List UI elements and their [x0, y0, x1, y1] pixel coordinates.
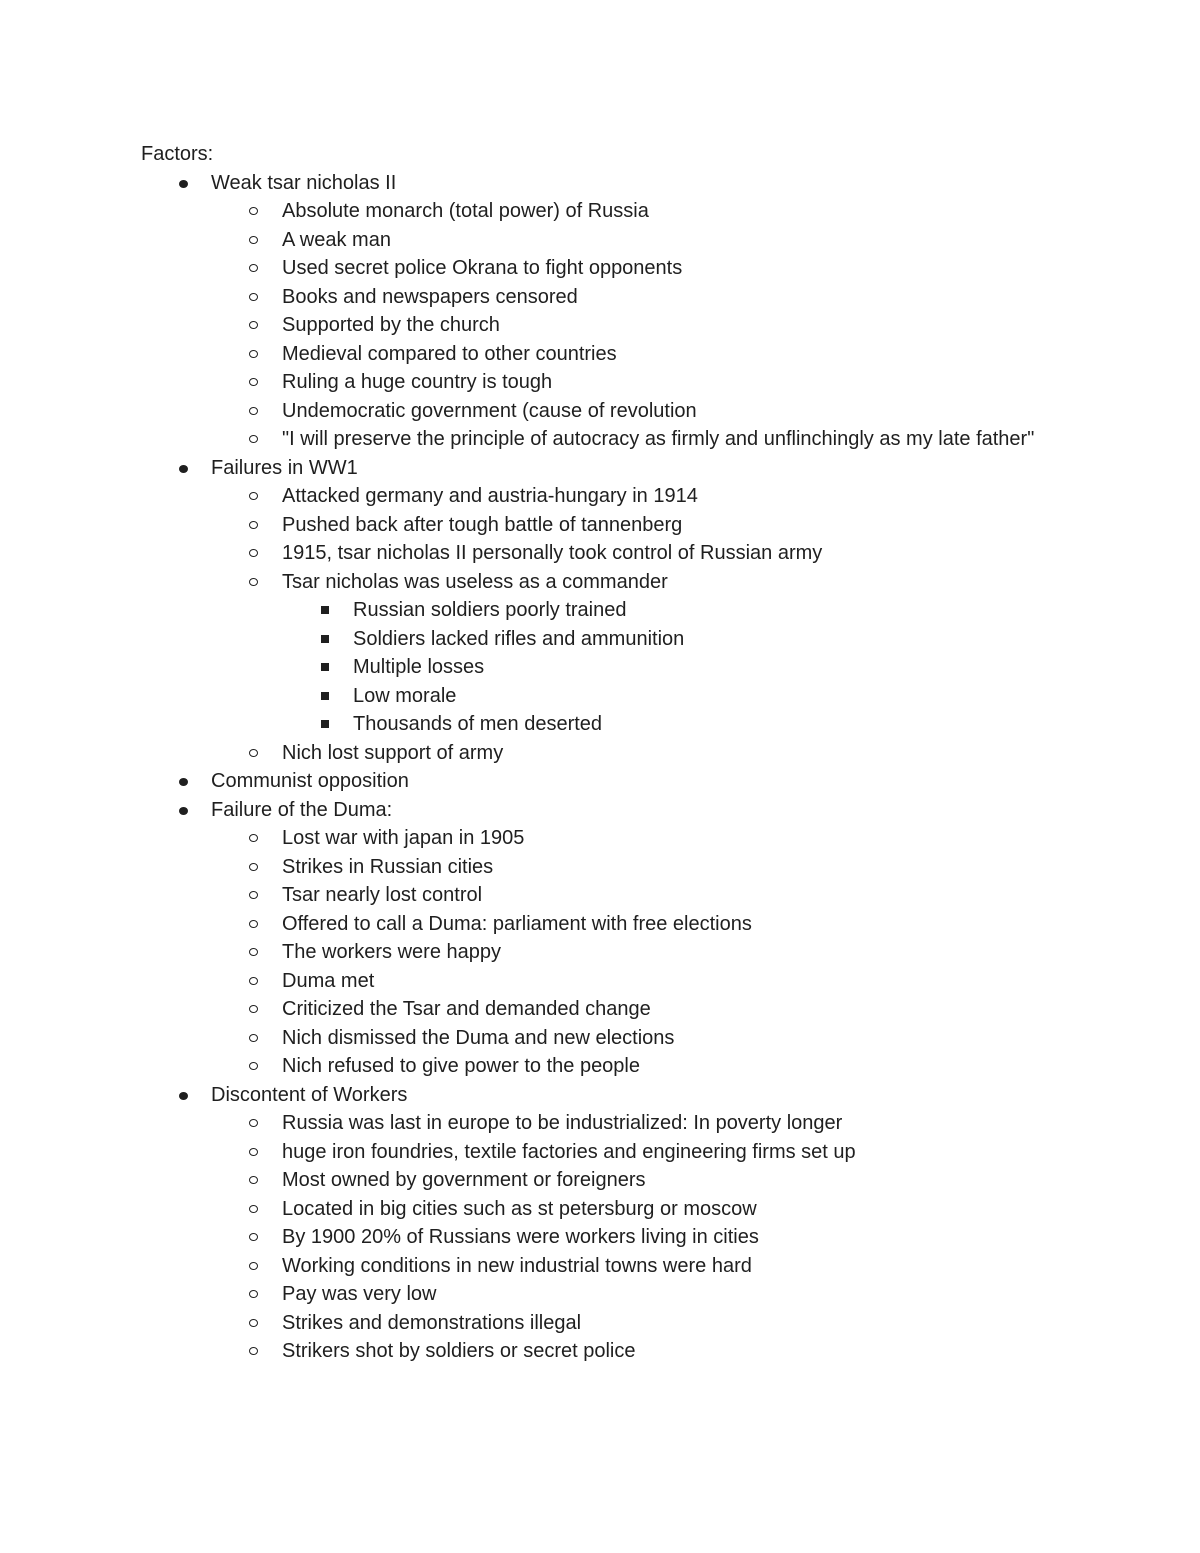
hollow-circle-bullet-icon [249, 1319, 258, 1327]
list-item-text: Duma met [282, 969, 375, 992]
list-item-text: Supported by the church [282, 314, 500, 336]
list-item-level-2 [141, 1280, 1061, 1309]
square-bullet-icon [321, 692, 329, 700]
list-item-level-3 [141, 653, 1061, 682]
list-item-text: Most owned by government or foreigners [282, 1169, 646, 1191]
hollow-circle-bullet-icon [249, 549, 258, 557]
list-item-level-2 [141, 482, 1061, 511]
list-item-text: Thousands of men deserted [353, 713, 603, 735]
list-item-level-1 [141, 454, 1061, 483]
list-item-level-2 [141, 995, 1061, 1024]
list-item-level-2 [141, 425, 1061, 454]
list-item-text: Strikes in Russian cities [282, 855, 494, 878]
list-item-text: Nich refused to give power to the people [282, 1055, 640, 1077]
hollow-circle-bullet-icon [249, 920, 258, 928]
bullet-outline [141, 169, 1061, 1366]
square-bullet-icon [321, 720, 329, 728]
list-item-text: Working conditions in new industrial towns were hard [282, 1254, 752, 1277]
list-item-text: 1915, tsar nicholas II personally took control of Russian army [282, 542, 823, 564]
list-item-text: Attacked germany and austria-hungary in 1914 [282, 485, 698, 507]
list-item-text: Absolute monarch (total power) of Russia [282, 200, 649, 222]
list-item-level-2 [141, 1195, 1061, 1224]
list-item-level-2 [141, 910, 1061, 939]
hollow-circle-bullet-icon [249, 1290, 258, 1298]
hollow-circle-bullet-icon [249, 1262, 258, 1270]
list-item-level-2 [141, 1337, 1061, 1366]
list-item-level-1 [141, 1081, 1061, 1110]
hollow-circle-bullet-icon [249, 435, 258, 443]
list-item-text: The workers were happy [282, 941, 501, 963]
list-item-text: Medieval compared to other countries [282, 342, 617, 365]
hollow-circle-bullet-icon [249, 350, 258, 358]
hollow-circle-bullet-icon [249, 1148, 258, 1156]
list-item-level-2 [141, 226, 1061, 255]
hollow-circle-bullet-icon [249, 863, 258, 871]
hollow-circle-bullet-icon [249, 521, 258, 529]
hollow-circle-bullet-icon [249, 378, 258, 386]
list-item-text: Nich dismissed the Duma and new elections [282, 1026, 675, 1049]
hollow-circle-bullet-icon [249, 321, 258, 329]
list-item-text: Tsar nearly lost control [282, 884, 483, 906]
list-item-level-2 [141, 254, 1061, 283]
list-item-text: Undemocratic government (cause of revolution [282, 399, 697, 422]
list-item-text: "I will preserve the principle of autocracy as firmly and unflinchingly as my late father" [282, 428, 1035, 450]
list-item-text: A weak man [282, 228, 391, 251]
list-item-level-2 [141, 340, 1061, 369]
list-item-text: Pushed back after tough battle of tannenberg [282, 513, 683, 536]
list-item-text: Books and newspapers censored [282, 285, 578, 308]
list-item-text: Russian soldiers poorly trained [353, 599, 627, 621]
list-item-text: Tsar nicholas was useless as a commander [282, 570, 668, 593]
list-item-text: Communist opposition [211, 770, 409, 792]
hollow-circle-bullet-icon [249, 293, 258, 301]
list-item-level-1 [141, 796, 1061, 825]
list-item-level-2 [141, 967, 1061, 996]
list-item-level-2 [141, 824, 1061, 853]
list-item-level-2 [141, 853, 1061, 882]
hollow-circle-bullet-icon [249, 891, 258, 899]
list-item-level-2 [141, 1138, 1061, 1167]
hollow-circle-bullet-icon [249, 1233, 258, 1241]
list-item-level-3 [141, 625, 1061, 654]
hollow-circle-bullet-icon [249, 1005, 258, 1013]
list-item-text: Strikes and demonstrations illegal [282, 1311, 582, 1334]
list-item-text: Strikers shot by soldiers or secret police [282, 1340, 636, 1362]
hollow-circle-bullet-icon [249, 578, 258, 586]
list-item-text: Low morale [353, 684, 457, 707]
filled-circle-bullet-icon [179, 807, 188, 815]
list-item-level-3 [141, 596, 1061, 625]
hollow-circle-bullet-icon [249, 1205, 258, 1213]
list-item-level-1 [141, 169, 1061, 198]
list-item-level-2 [141, 1109, 1061, 1138]
hollow-circle-bullet-icon [249, 1176, 258, 1184]
list-item-level-2 [141, 739, 1061, 768]
square-bullet-icon [321, 635, 329, 643]
list-item-level-2 [141, 881, 1061, 910]
hollow-circle-bullet-icon [249, 207, 258, 215]
square-bullet-icon [321, 606, 329, 614]
list-item-level-2 [141, 1252, 1061, 1281]
square-bullet-icon [321, 663, 329, 671]
list-item-level-2 [141, 397, 1061, 426]
list-item-text: Criticized the Tsar and demanded change [282, 998, 651, 1020]
list-item-text: Failure of the Duma: [211, 798, 393, 821]
list-item-level-2 [141, 1223, 1061, 1252]
list-item-level-2 [141, 197, 1061, 226]
filled-circle-bullet-icon [179, 778, 188, 786]
hollow-circle-bullet-icon [249, 1034, 258, 1042]
list-item-text: Offered to call a Duma: parliament with free elections [282, 912, 752, 935]
list-item-text: Nich lost support of army [282, 741, 504, 764]
hollow-circle-bullet-icon [249, 236, 258, 244]
list-item-level-2 [141, 1052, 1061, 1081]
list-item-text: Russia was last in europe to be industrialized: In poverty longer [282, 1112, 843, 1134]
hollow-circle-bullet-icon [249, 492, 258, 500]
hollow-circle-bullet-icon [249, 407, 258, 415]
hollow-circle-bullet-icon [249, 264, 258, 272]
hollow-circle-bullet-icon [249, 1062, 258, 1070]
hollow-circle-bullet-icon [249, 834, 258, 842]
list-item-text: By 1900 20% of Russians were workers living in cities [282, 1226, 759, 1248]
list-item-text: Failures in WW1 [211, 456, 358, 479]
filled-circle-bullet-icon [179, 465, 188, 473]
list-item-text: Weak tsar nicholas II [211, 171, 397, 194]
list-item-level-2 [141, 283, 1061, 312]
list-item-level-3 [141, 682, 1061, 711]
list-item-level-3 [141, 710, 1061, 739]
list-item-level-1 [141, 767, 1061, 796]
list-item-text: Soldiers lacked rifles and ammunition [353, 627, 685, 650]
list-item-text: huge iron foundries, textile factories and engineering firms set up [282, 1140, 856, 1163]
list-item-level-2 [141, 1024, 1061, 1053]
list-item-text: Multiple losses [353, 656, 485, 678]
hollow-circle-bullet-icon [249, 1119, 258, 1127]
hollow-circle-bullet-icon [249, 977, 258, 985]
document-body [141, 140, 1061, 1366]
hollow-circle-bullet-icon [249, 948, 258, 956]
list-item-text: Pay was very low [282, 1283, 437, 1305]
hollow-circle-bullet-icon [249, 749, 258, 757]
hollow-circle-bullet-icon [249, 1347, 258, 1355]
list-item-level-2 [141, 311, 1061, 340]
filled-circle-bullet-icon [179, 1092, 188, 1100]
list-item-level-2 [141, 938, 1061, 967]
list-item-text: Located in big cities such as st petersburg or moscow [282, 1197, 757, 1220]
list-item-text: Discontent of Workers [211, 1083, 408, 1106]
list-item-level-2 [141, 568, 1061, 597]
list-item-level-2 [141, 511, 1061, 540]
filled-circle-bullet-icon [179, 180, 188, 188]
list-item-level-2 [141, 1309, 1061, 1338]
list-item-level-2 [141, 1166, 1061, 1195]
list-item-level-2 [141, 539, 1061, 568]
list-item-text: Ruling a huge country is tough [282, 371, 553, 393]
page-title: Factors: [141, 143, 214, 165]
list-item-text: Used secret police Okrana to fight opponents [282, 257, 683, 279]
list-item-text: Lost war with japan in 1905 [282, 827, 525, 849]
list-item-level-2 [141, 368, 1061, 397]
